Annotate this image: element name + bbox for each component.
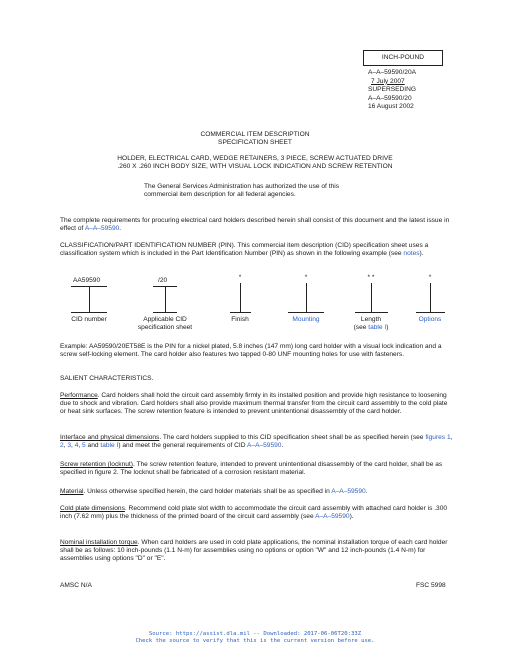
pin-sheet-code: /20: [158, 277, 168, 284]
table-i-link-2[interactable]: table I: [100, 442, 119, 450]
example-paragraph: Example: AA59590/20ET58E is the PIN for a nickel plated, 5.8 inches (147 mm) long card holder with a visual lock indication and a screw self-locking element. The card holder also features two tapped 0-80 UNF mounting holes for use with fasteners.: [60, 343, 442, 359]
pin-label-length: Length (see table I): [353, 316, 389, 332]
amsc-label: AMSC N/A: [60, 582, 92, 589]
pin-label-options[interactable]: Options: [418, 316, 442, 323]
document-id: A–A–59590/20A: [368, 69, 417, 76]
pin-label-finish: Finish: [231, 316, 249, 323]
subject-line-2: .260 X .260 INCH BODY SIZE, WITH VISUAL LOCK INDICATION AND SCREW RETENTION: [117, 163, 393, 171]
table-i-link[interactable]: table I: [368, 324, 387, 332]
pin-length-base: [355, 312, 388, 313]
notes-link[interactable]: notes: [403, 250, 420, 258]
pin-label-mounting[interactable]: Mounting: [292, 316, 320, 323]
figure-4-link[interactable]: 4: [74, 442, 79, 450]
subject-line-1: HOLDER, ELECTRICAL CARD, WEDGE RETAINERS, 3 PIECE, SCREW ACTUATED DRIVE: [117, 155, 393, 162]
pin-sheet-stem: [165, 286, 166, 313]
cold-plate-paragraph: Cold plate dimensions. Recommend cold plate slot width to accommodate the circuit card assembly with attached card holder is .300 inch (7.62 mm) plus the thickness of the printed board of the circuit card assembly (see A–A–59590).: [60, 505, 448, 521]
material-term: Material: [60, 488, 84, 495]
source-line-1[interactable]: Source: https://assist.dla.mil -- Downloaded: 2017-06-06T20:33Z: [148, 631, 362, 637]
pin-mounting-stem: [306, 283, 307, 313]
intro-paragraph: The complete requirements for procuring electrical card holders described herein shall consist of this document and the latest issue in effect of A–A–59590.: [60, 217, 450, 233]
pin-length-stem: [371, 283, 372, 313]
pin-label-cid: CID number: [71, 316, 107, 323]
pin-options-mark: *: [428, 274, 432, 281]
pin-mounting-mark: *: [304, 274, 308, 281]
pin-cid-base: [71, 312, 107, 313]
screw-retention-paragraph: Screw retention (locknut). The screw retention feature, intended to prevent unintentional disassembly of the card holder, shall be as specified in figure 2. The locknut shall be fabricated of a corrosion resistant material.: [60, 461, 443, 477]
salient-heading: SALIENT CHARACTERISTICS.: [60, 375, 154, 382]
document-subject: [0, 155, 510, 171]
pin-diagram: [0, 272, 510, 334]
performance-paragraph: Performance. Card holders shall hold the circuit card assembly firmly in its installed position and provide high resistance to loosening due to shock and vibration. Card holders shall also provide maximum thermal transfer from the circuit card assembly to the cold plate or heat sink surfaces. The screw retention feature is intended to prevent unintentional disassembly of the card holder.: [60, 392, 448, 416]
material-paragraph: Material. Unless otherwise specified herein, the card holder materials shall be as specified in A–A–59590.: [60, 488, 368, 495]
figure-2-link[interactable]: 2: [60, 442, 64, 450]
pin-label-sheet: Applicable CID specification sheet: [137, 316, 193, 332]
pin-mounting-base: [288, 312, 324, 313]
source-footer: [0, 631, 510, 645]
document-title: [0, 131, 510, 147]
pin-finish-mark: *: [238, 274, 242, 281]
inch-pound-label: INCH-POUND: [381, 54, 425, 61]
cid-link-3[interactable]: A–A–59590: [331, 488, 366, 495]
pin-options-stem: [430, 283, 431, 313]
fsc-label: FSC 5998: [416, 582, 446, 589]
authorization-line-2: commercial item description for all federal agencies.: [144, 191, 296, 199]
pin-cid-code: AA59590: [73, 277, 101, 284]
cid-link-4[interactable]: A–A–59590: [315, 513, 350, 521]
interface-term: Interface and physical dimensions: [60, 434, 160, 441]
torque-paragraph: Nominal installation torque. When card holders are used in cold plate applications, the nominal installation torque of each card holder shall be as follows: 10 inch-pounds (1.1 N-m) for assemblies using no options or option "W" and 12 inch-pounds (1.4 N-m) for assemblies using options "D" or "E".: [60, 539, 448, 563]
figure-5-link[interactable]: 5: [82, 442, 86, 450]
performance-term: Performance: [60, 392, 98, 399]
cid-link-2[interactable]: A–A–59590: [247, 442, 282, 450]
figures-link[interactable]: figures: [425, 434, 447, 441]
pin-sheet-base: [153, 312, 177, 313]
authorization-line-1: The General Services Administration has authorized the use of this: [144, 183, 339, 190]
cold-plate-term: Cold plate dimensions: [60, 505, 125, 512]
figure-3-link[interactable]: 3: [67, 442, 72, 450]
pin-cid-stem: [89, 286, 90, 313]
classification-paragraph: CLASSIFICATION/PART IDENTIFICATION NUMBER (PIN). This commercial item description (CID) specification sheet uses a classification system which is included in the Part Identification Number (PIN) as shown in the following example (see notes).: [60, 242, 429, 258]
superseding-label: SUPERSEDING: [368, 86, 416, 94]
superseded-date: 16 August 2002: [368, 103, 414, 111]
interface-paragraph: Interface and physical dimensions. The card holders supplied to this CID specification sheet shall be as specified herein (see figures 1, 2, 3, 4, 5 and table I) and meet the general requirements of CID A–A–59590.: [60, 434, 453, 450]
source-line-2: Check the source to verify that this is the current version before use.: [135, 638, 375, 644]
screw-retention-term: Screw retention (locknut): [60, 461, 133, 468]
pin-length-mark: * *: [367, 274, 375, 281]
figure-1-link[interactable]: 1: [446, 434, 451, 441]
inch-pound-box: [363, 50, 443, 66]
pin-options-base: [416, 312, 445, 313]
cid-link[interactable]: A–A–59590: [84, 225, 120, 233]
pin-finish-base: [230, 312, 251, 313]
authorization-statement: [144, 183, 444, 199]
document-date: 7 July 2007: [371, 77, 405, 85]
superseded-id: A–A–59590/20: [368, 94, 412, 102]
document-identifier-block: [368, 69, 468, 112]
torque-term: Nominal installation torque: [60, 539, 138, 546]
pin-finish-stem: [240, 283, 241, 313]
title-line-2: SPECIFICATION SHEET: [218, 139, 292, 147]
title-line-1: COMMERCIAL ITEM DESCRIPTION: [200, 131, 310, 138]
